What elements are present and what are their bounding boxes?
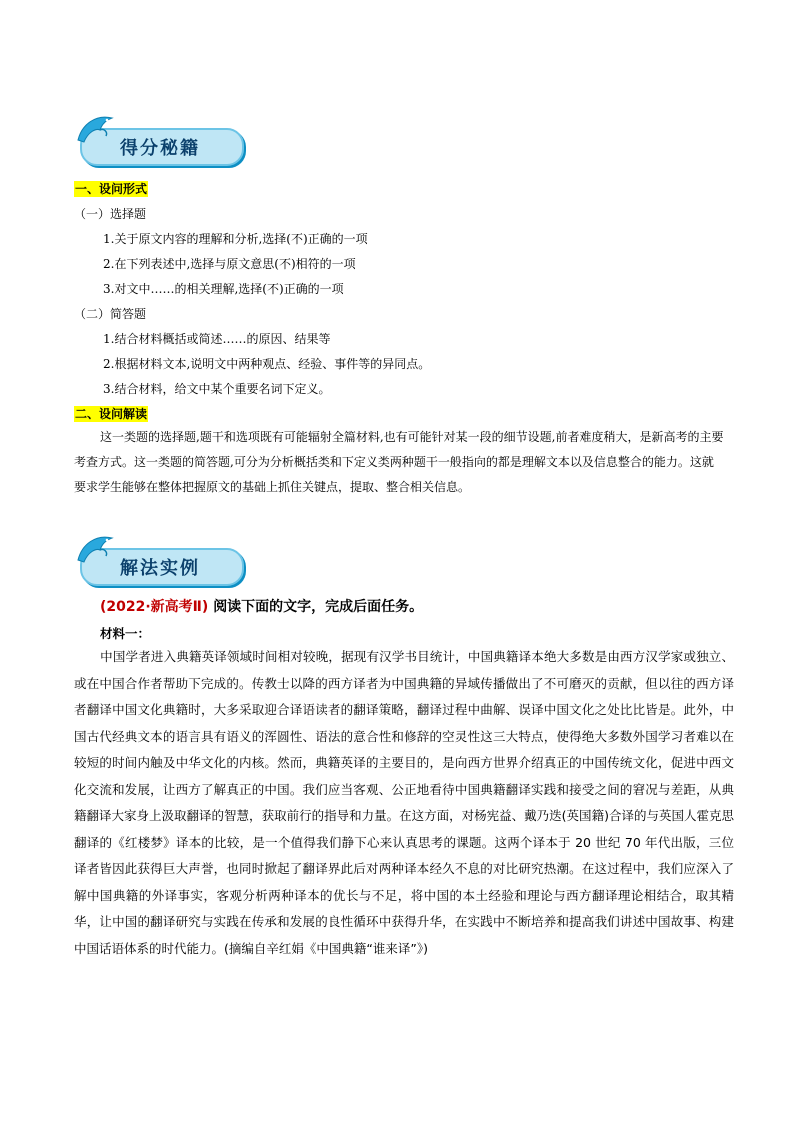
section2-paragraph (74, 425, 724, 500)
subheading-choice: （一）选择题 (74, 207, 147, 221)
section1-heading: 一、设问形式 (75, 182, 148, 196)
section2-heading: 二、设问解读 (75, 407, 148, 421)
exam-source: (2022·新高考Ⅱ) (100, 599, 209, 615)
tips-badge (74, 110, 242, 166)
list-item: 3.结合材料，给文中某个重要名词下定义。 (103, 382, 331, 396)
list-item: 1.结合材料概括或简述……的原因、结果等 (103, 332, 331, 346)
list-item: 3.对文中……的相关理解,选择(不)正确的一项 (103, 282, 344, 296)
material-text: 中国学者进入典籍英译领域时间相对较晚，据现有汉学书目统计，中国典籍译本绝大多数是由西方汉学家或独立、或在中国合作者帮助下完成的。传教士以降的西方译者为中国典籍的异域传播做出了不可磨灭的贡献，但以往的西方译者翻译中国文化典籍时，大多采取迎合译语读者的翻译策略，翻译过程中曲解、误译中国文化之处比比皆是。此外，中国古代经典文本的语言具有语义的浑圆性、语法的意合性和修辞的空灵性这三大特点，使得绝大多数外国学习者难以在较短的时间内触及中华文化的内核。然而，典籍英译的主要目的，是向西方世界介绍真正的中国传统文化，促进中西文化交流和发展，让西方了解真正的中国。我们应当客观、公正地看待中国典籍翻译实践和接受之间的窘况与差距，从典籍翻译大家身上汲取翻译的智慧，获取前行的指导和力量。在这方面，对杨宪益、戴乃迭(英国籍)合译的与英国人霍克思翻译的《红楼梦》译本的比较，是一个值得我们静下心来认真思考的课题。这两个译本于 20 世纪 70 年代出版，三位译者皆因此获得巨大声誉，也同时掀起了翻译界此后对两种译本经久不息的对比研究热潮。在这过程中，我们应深入了解中国典籍的外译事实，客观分析两种译本的优长与不足，将中国的本土经验和理论与西方翻译理论相结合，取其精华，让中国的翻译研究与实践在传承和发展的良性循环中获得升华，在实践中不断培养和提高我们讲述中国故事、构建中国话语体系的时代能力。(摘编自辛红娟《中国典籍“谁来译”》) (74, 649, 734, 956)
examples-badge (74, 530, 242, 586)
exam-instruction: 阅读下面的文字，完成后面任务。 (213, 599, 424, 615)
material-label: 材料一： (100, 626, 151, 641)
list-item: 2.在下列表述中,选择与原文意思(不)相符的一项 (103, 257, 356, 271)
material-body (74, 644, 734, 962)
subheading-short-answer: （二）简答题 (74, 307, 147, 321)
dolphin-icon (74, 110, 118, 150)
paragraph-text: 这一类题的选择题,题干和选项既有可能辐射全篇材料,也有可能针对某一段的细节设题,前者难度稍大，是新高考的主要考查方式。这一类题的简答题,可分为分析概括类和下定义类两种题干一般指向的都是理解文本以及信息整合的能力。这就要求学生能够在整体把握原文的基础上抓住关键点，提取、整合相关信息。 (74, 430, 724, 494)
badge-title: 得分秘籍 (120, 138, 200, 159)
list-item: 1.关于原文内容的理解和分析,选择(不)正确的一项 (103, 232, 368, 246)
badge-title: 解法实例 (120, 558, 200, 579)
example-heading (100, 596, 423, 616)
list-item: 2.根据材料文本,说明文中两种观点、经验、事件等的异同点。 (103, 357, 431, 371)
dolphin-icon (74, 530, 118, 570)
